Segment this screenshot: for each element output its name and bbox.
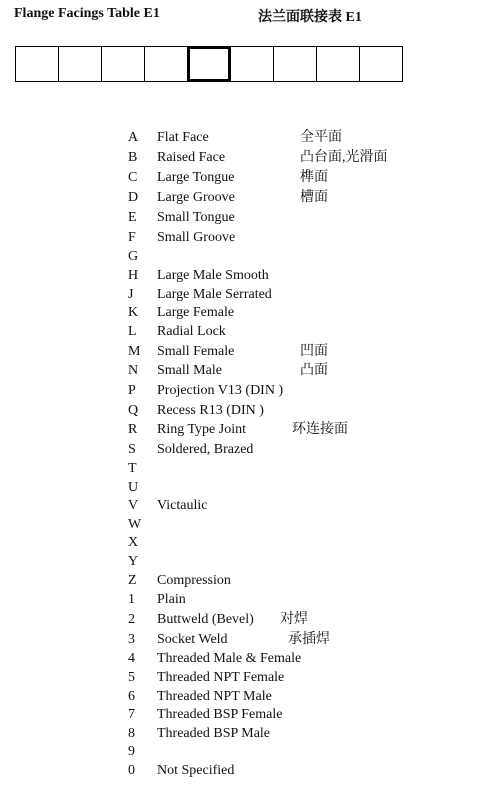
code-box-selected[interactable] [187,46,231,82]
facing-label: Buttweld (Bevel) [157,612,254,627]
facing-label-chinese: 环连接面 [292,422,348,437]
facing-code: E [128,210,137,225]
facing-code: W [128,517,142,532]
code-box[interactable] [273,46,317,82]
facing-code: T [128,461,137,476]
facing-label-chinese: 承插焊 [288,632,330,647]
facing-label: Not Specified [157,763,235,778]
facing-code: 9 [128,744,135,759]
code-box[interactable] [144,46,188,82]
facing-code: 4 [128,651,135,666]
code-box[interactable] [230,46,274,82]
code-box[interactable] [15,46,59,82]
facing-label: Flat Face [157,130,209,145]
facing-label: Soldered, Brazed [157,442,254,457]
facing-code: 3 [128,632,135,647]
facing-code: V [128,498,139,513]
facing-code: U [128,480,139,495]
facing-label: Small Female [157,344,235,359]
facing-label: Recess R13 (DIN ) [157,403,264,418]
facing-code: R [128,422,138,437]
code-box[interactable] [58,46,102,82]
code-box[interactable] [316,46,360,82]
code-entry-boxes [16,46,403,82]
facing-code: 8 [128,726,135,741]
facing-code: D [128,190,139,205]
facing-label-chinese: 凹面 [300,344,328,359]
facing-label: Ring Type Joint [157,422,246,437]
facing-label: Large Female [157,305,235,320]
facing-code: N [128,363,139,378]
facing-code: 7 [128,707,135,722]
facing-label-chinese: 对焊 [280,612,308,627]
facing-label: Small Male [157,363,222,378]
table-title-chinese: 法兰面联接表 E1 [258,10,362,25]
facing-code: B [128,150,138,165]
facing-label: Small Groove [157,230,236,245]
facing-label-chinese: 全平面 [300,130,342,145]
facing-label: Plain [157,592,186,607]
facing-label: Large Groove [157,190,235,205]
facing-label-chinese: 槽面 [300,190,328,205]
facing-code: Q [128,403,139,418]
facing-label: Compression [157,573,231,588]
facing-label: Raised Face [157,150,226,165]
facing-label: Socket Weld [157,632,228,647]
facing-label: Small Tongue [157,210,235,225]
facing-code: A [128,130,139,145]
facing-code: 5 [128,670,135,685]
facing-code: K [128,305,139,320]
facing-label: Threaded BSP Male [157,726,271,741]
facing-label: Radial Lock [157,324,226,339]
facing-code: 6 [128,689,135,704]
facing-code: P [128,383,136,398]
facing-code: 0 [128,763,135,778]
facing-label: Threaded Male & Female [157,651,302,666]
facing-label-chinese: 凸台面,光滑面 [300,150,388,165]
facing-label: Projection V13 (DIN ) [157,383,284,398]
facing-code: C [128,170,138,185]
facing-code: X [128,535,139,550]
facing-label: Large Male Smooth [157,268,269,283]
facing-code: Y [128,554,139,569]
code-box[interactable] [359,46,403,82]
facing-label: Threaded NPT Female [157,670,285,685]
facing-code: F [128,230,136,245]
facing-label: Threaded NPT Male [157,689,272,704]
facing-code: 1 [128,592,135,607]
facing-label-chinese: 凸面 [300,363,328,378]
facing-label: Threaded BSP Female [157,707,283,722]
facing-label: Victaulic [157,498,208,513]
facing-code: G [128,249,139,264]
facing-code: Z [128,573,137,588]
facing-label: Large Tongue [157,170,235,185]
facing-code: M [128,344,141,359]
table-title: Flange Facings Table E1 [14,6,160,21]
code-box[interactable] [101,46,145,82]
facing-code: L [128,324,137,339]
facing-label: Large Male Serrated [157,287,272,302]
facing-code: H [128,268,139,283]
facing-label-chinese: 榫面 [300,170,328,185]
facing-code: S [128,442,136,457]
facing-code: J [128,287,134,302]
facing-code: 2 [128,612,135,627]
